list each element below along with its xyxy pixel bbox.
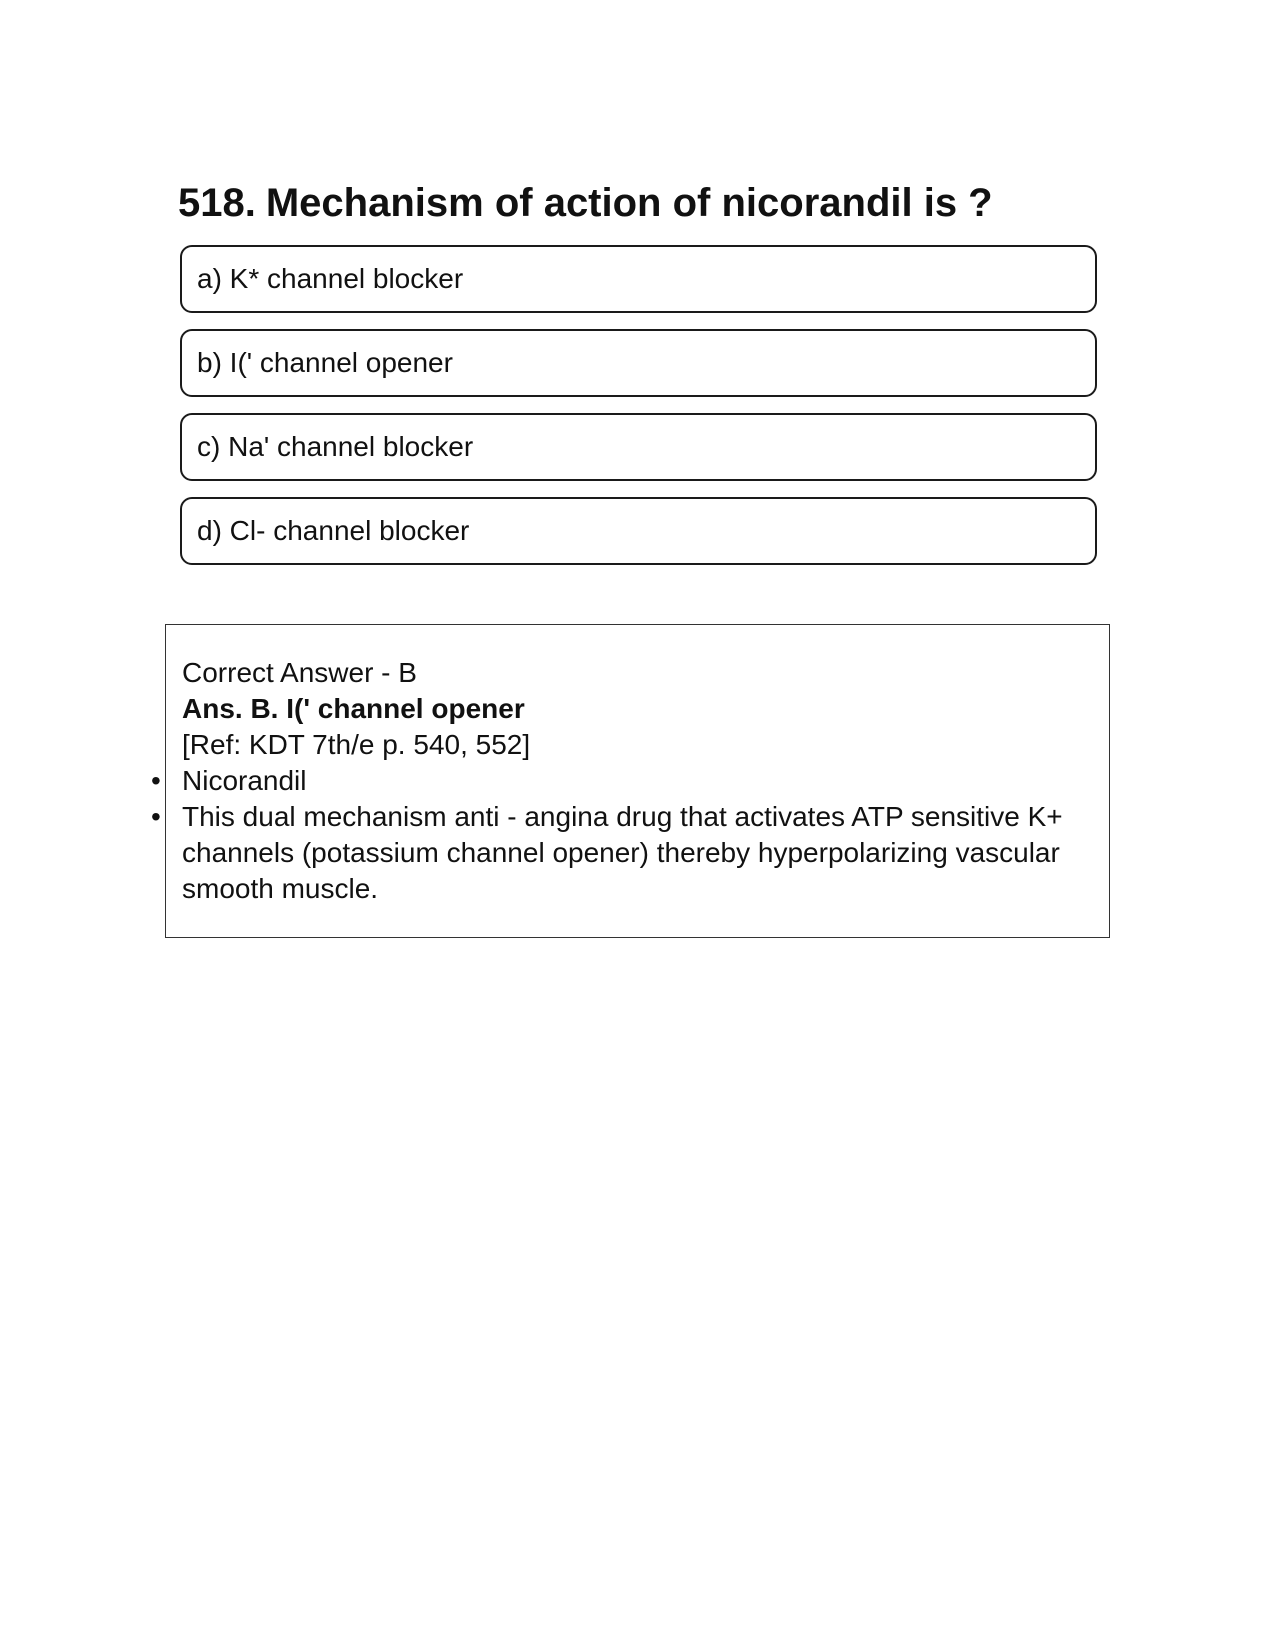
correct-answer-line: Correct Answer - B <box>182 657 417 688</box>
option-c[interactable]: c) Na' channel blocker <box>180 413 1097 481</box>
answer-heading: Ans. B. I(' channel opener <box>182 693 525 724</box>
list-item <box>151 763 1093 799</box>
option-d[interactable]: d) Cl- channel blocker <box>180 497 1097 565</box>
option-b[interactable]: b) I(' channel opener <box>180 329 1097 397</box>
list-item <box>151 799 1093 907</box>
bullet-icon: • <box>151 801 161 832</box>
bullet-icon: • <box>151 765 161 796</box>
bullet-text: This dual mechanism anti - angina drug that activates ATP sensitive K+ channels (potassium channel opener) thereby hyperpolarizing vascular smooth muscle. <box>182 801 1063 904</box>
answer-explanation-box <box>151 624 1110 938</box>
option-a[interactable]: a) K* channel blocker <box>180 245 1097 313</box>
question-text: Mechanism of action of nicorandil is ? <box>265 181 993 225</box>
question-number: 518. <box>178 181 256 225</box>
question-title <box>178 178 993 228</box>
bullet-text: Nicorandil <box>182 765 307 796</box>
explanation-bullets <box>151 763 1093 907</box>
reference-line: [Ref: KDT 7th/e p. 540, 552] <box>182 729 531 760</box>
options-list <box>180 245 1097 581</box>
